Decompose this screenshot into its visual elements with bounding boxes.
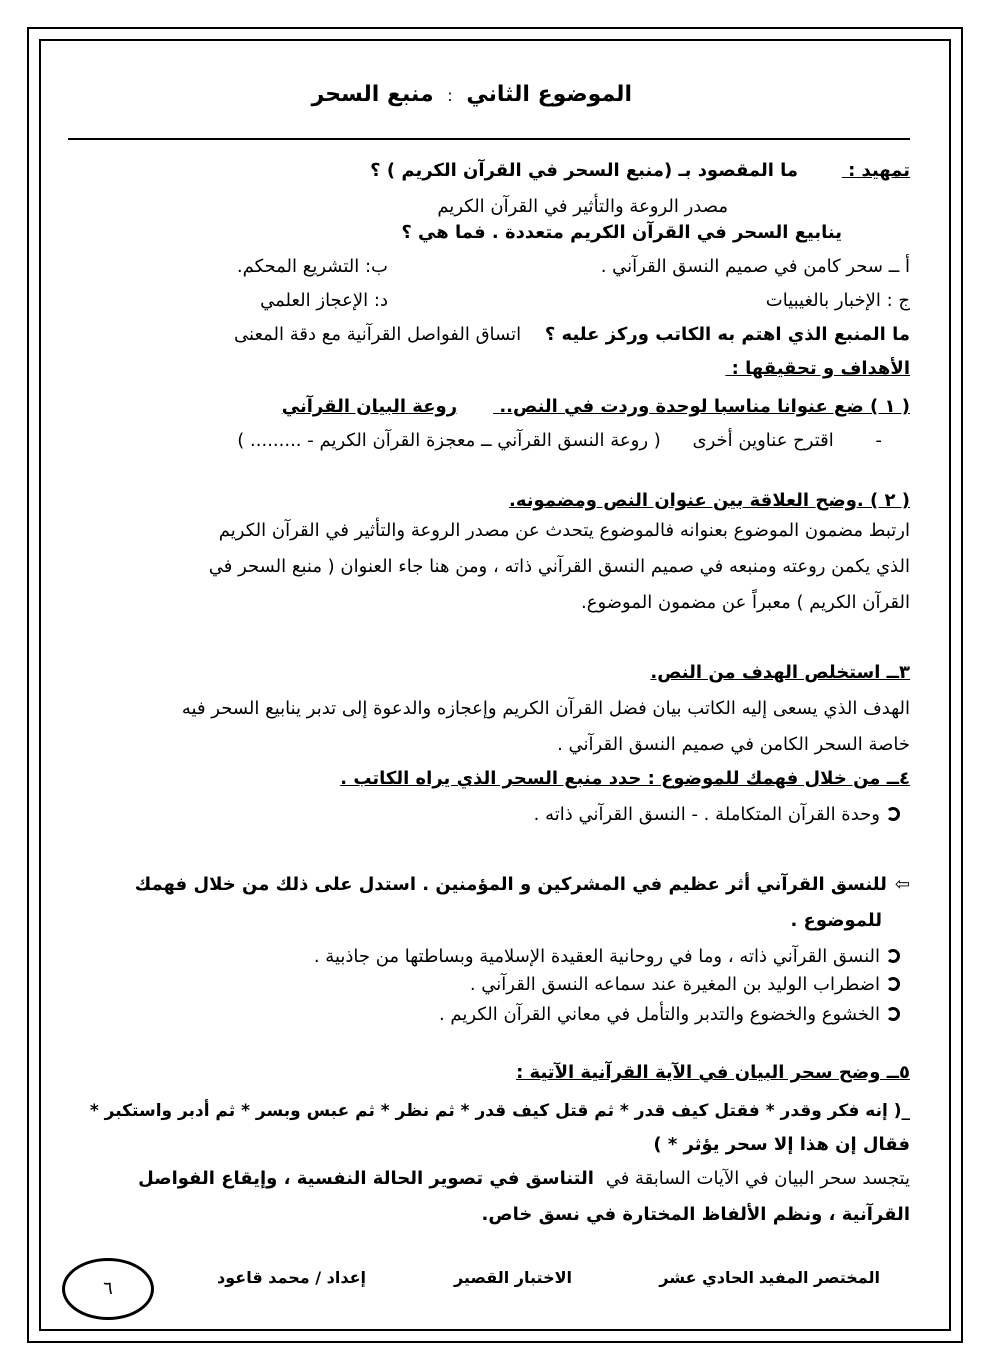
bullet-icon — [886, 807, 900, 821]
extra-bullet-2-text: اضطراب الوليد بن المغيرة عند سماعه النسق القرآني . — [469, 974, 880, 995]
goals-heading — [660, 356, 910, 382]
title-separator: : — [447, 86, 453, 105]
section-2-line-2: الذي يكمن روعته ومنبعه في صميم النسق القرآني ذاته ، ومن هنا جاء العنوان ( منبع السحر في — [208, 556, 910, 577]
page-title — [312, 82, 632, 109]
section-3-line-1: الهدف الذي يسعى إليه الكاتب بيان فضل القرآن الكريم وإعجازه والدعوة إلى تدبر ينابيع السحر فيه — [181, 698, 910, 719]
extra-question-1: للنسق القرآني أثر عظيم في المشركين و المؤمنين . استدل على ذلك من خلال فهمك — [134, 874, 887, 895]
section-4-answer-line — [534, 802, 900, 828]
intro-label: تمهيد : — [848, 160, 910, 181]
section-1-suggest: اقترح عناوين أخرى — [692, 430, 834, 451]
intro-answer: مصدر الروعة والتأثير في القرآن الكريم — [437, 196, 728, 217]
extra-question-line-1 — [135, 872, 910, 898]
goals-heading-underline — [660, 356, 732, 382]
intro-question: ما المقصود بـ (منبع السحر في القرآن الكريم ) ؟ — [370, 160, 799, 181]
section-5-verse-2: فقال إن هذا إلا سحر يؤثر * ) — [653, 1134, 910, 1155]
footer-book: المختصر المفيد — [758, 1268, 880, 1287]
extra-question-2: للموضوع . — [790, 910, 882, 931]
section-5-answer-line-2: القرآنية ، ونظم الألفاظ المختارة في نسق خاص. — [481, 1204, 910, 1225]
section-2-line-1: ارتبط مضمون الموضوع بعنوانه فالموضوع يتحدث عن مصدر الروعة والتأثير في القرآن الكريم — [218, 520, 910, 541]
option-a: أ ــ سحر كامن في صميم النسق القرآني . — [600, 256, 910, 277]
section-1-answer: روعة البيان القرآني — [281, 396, 458, 417]
intro-question-line — [370, 158, 910, 184]
page-number-oval — [62, 1258, 154, 1320]
section-1-question: ( ١ ) ضع عنوانا مناسبا لوحدة وردت في النص.. — [499, 396, 910, 417]
arrow-left-icon: ⇦ — [894, 874, 910, 895]
footer-exam: الاختبار القصير — [453, 1268, 572, 1287]
extra-bullet-1 — [314, 944, 900, 970]
intro-question-3-line — [234, 322, 910, 348]
footer-author: إعداد / محمد قاعود — [217, 1268, 366, 1287]
section-5-answer-bold: التناسق في تصوير الحالة النفسية ، وإيقاع الفواصل — [138, 1168, 594, 1189]
extra-bullet-3 — [439, 1002, 900, 1028]
section-1-suggest-line — [237, 428, 882, 454]
section-1-options: ( روعة النسق القرآني ــ معجزة القرآن الكريم - ......... ) — [237, 430, 661, 451]
section-3-line-2: خاصة السحر الكامن في صميم النسق القرآني . — [557, 734, 910, 755]
extra-bullet-3-text: الخشوع والخضوع والتدبر والتأمل في معاني القرآن الكريم . — [438, 1004, 880, 1025]
footer-grade: الحادي عشر — [659, 1268, 754, 1287]
section-1-dash: - — [875, 430, 882, 451]
extra-bullet-1-text: النسق القرآني ذاته ، وما في روحانية العقيدة الإسلامية وبساطتها من جاذبية . — [313, 946, 880, 967]
intro-blank — [798, 158, 848, 184]
section-5-question: ٥ــ وضح سحر البيان في الآية القرآنية الآتية : — [516, 1062, 910, 1083]
title-divider — [68, 138, 910, 140]
section-2-line-3: القرآن الكريم ) معبراً عن مضمون الموضوع. — [581, 592, 910, 613]
intro-answer-3: اتساق الفواصل القرآنية مع دقة المعنى — [234, 324, 522, 345]
intro-question-2: ينابيع السحر في القرآن الكريم متعددة . فما هي ؟ — [401, 222, 842, 243]
bullet-icon — [886, 977, 900, 991]
section-5-verse-1: _( إنه فكر وقدر * فقتل كيف قدر * ثم قتل كيف قدر * ثم نظر * ثم عبس وبسر * ثم أدبر واستكبر * — [89, 1101, 910, 1121]
bullet-icon — [886, 1007, 900, 1021]
title-label: الموضوع الثاني — [466, 82, 632, 107]
section-3-question: ٣ــ استخلص الهدف من النص. — [650, 662, 910, 683]
title-topic: منبع السحر — [311, 82, 434, 107]
section-2-question: ( ٢ ) .وضح العلاقة بين عنوان النص ومضمونه. — [509, 490, 910, 511]
option-d: د: الإعجاز العلمي — [260, 290, 388, 311]
page-number: ٦ — [103, 1278, 113, 1299]
bullet-icon — [886, 949, 900, 963]
intro-question-3: ما المنبع الذي اهتم به الكاتب وركز عليه ؟ — [544, 324, 910, 345]
section-1-line — [282, 394, 910, 420]
section-4-answer: وحدة القرآن المتكاملة . - النسق القرآني ذاته . — [533, 804, 880, 825]
section-5-answer-line-1 — [138, 1166, 910, 1192]
section-4-question: ٤ــ من خلال فهمك للموضوع : حدد منبع السحر الذي يراه الكاتب . — [340, 768, 910, 789]
option-b: ب: التشريع المحكم. — [236, 256, 388, 277]
extra-bullet-2 — [470, 972, 900, 998]
option-c: ج : الإخبار بالغيبيات — [765, 290, 910, 311]
goals-heading-text: الأهداف و تحقيقها : — [731, 358, 910, 379]
section-5-answer-plain: يتجسد سحر البيان في الآيات السابقة في — [605, 1168, 910, 1189]
